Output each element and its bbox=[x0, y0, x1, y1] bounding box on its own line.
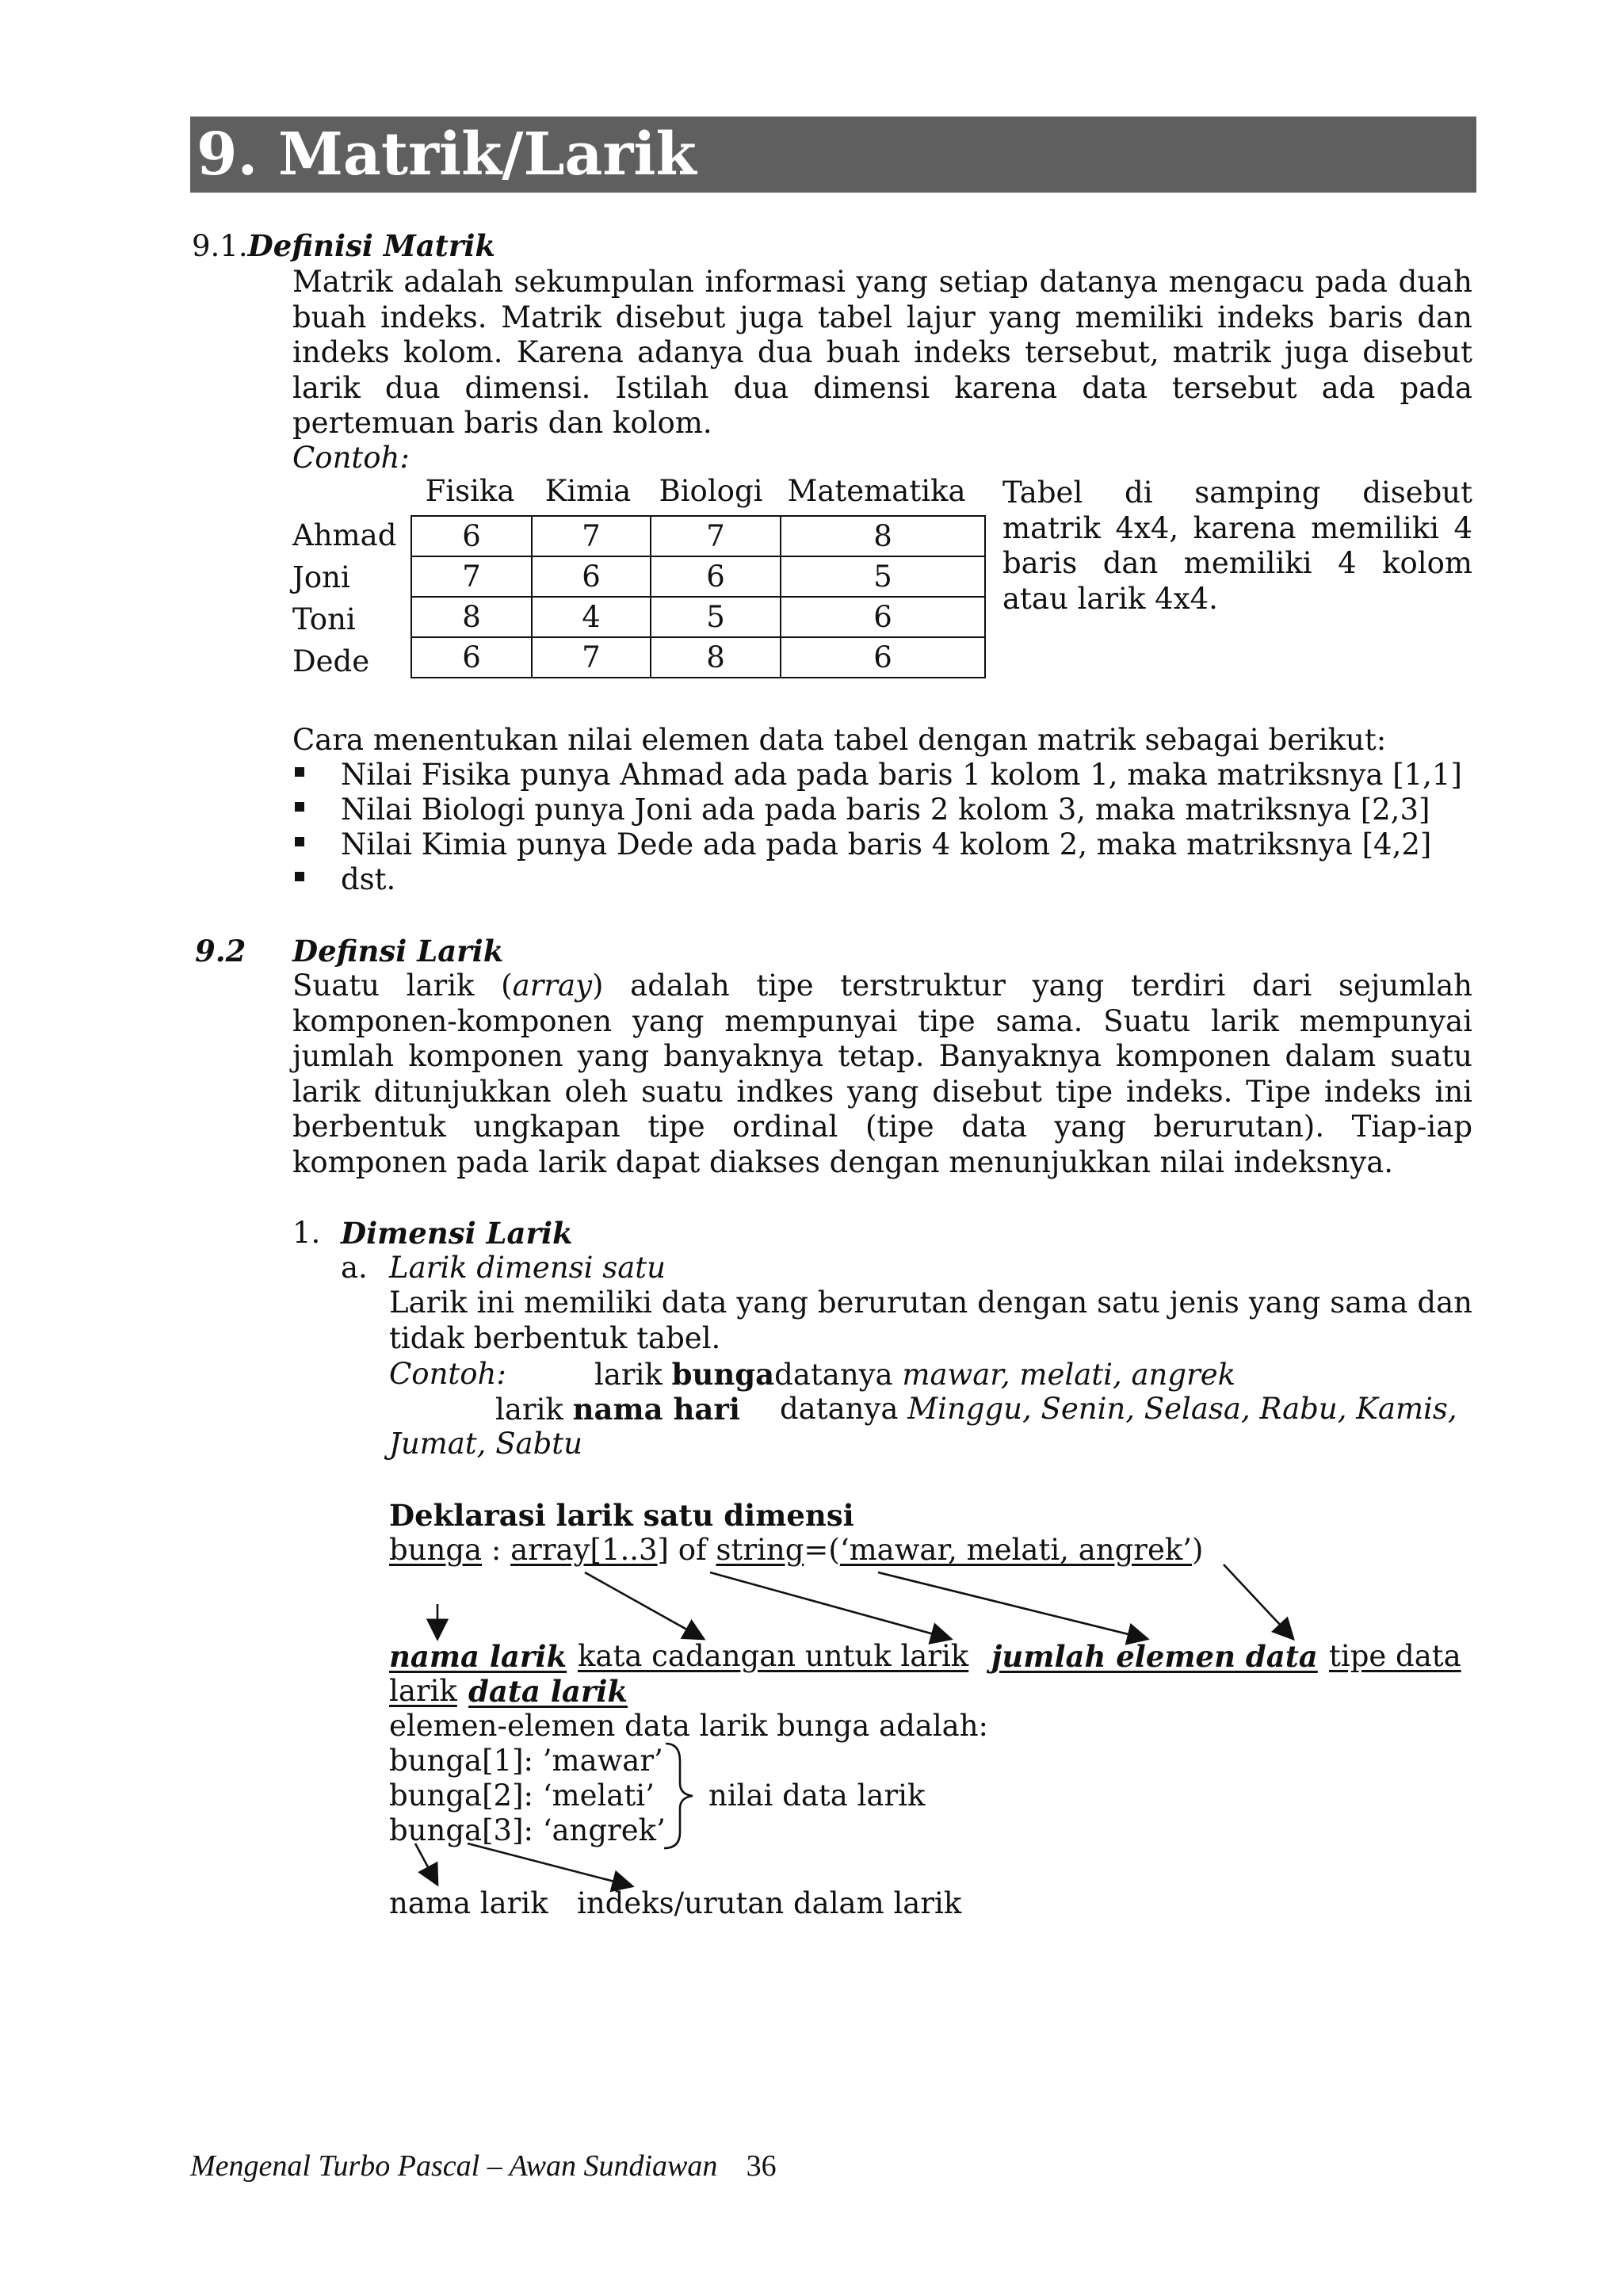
decl-name: bunga bbox=[389, 1533, 483, 1567]
table-cell: 4 bbox=[532, 597, 651, 637]
declaration-heading: Deklarasi larik satu dimensi bbox=[389, 1498, 854, 1533]
page-footer bbox=[190, 2148, 777, 2183]
page-number: 36 bbox=[746, 2149, 777, 2183]
footer-text: Mengenal Turbo Pascal – Awan Sundiawan bbox=[190, 2149, 718, 2183]
row-header-joni: Joni bbox=[292, 560, 350, 594]
table-cell: 6 bbox=[411, 516, 532, 556]
table-cell: 7 bbox=[532, 637, 651, 678]
label-larik: larik bbox=[389, 1674, 457, 1708]
section-number-9-2: 9.2 bbox=[195, 934, 246, 968]
section-title-9-2: Definsi Larik bbox=[292, 934, 504, 968]
decl-values: ‘mawar, melati, angrek’ bbox=[839, 1533, 1193, 1567]
curly-brace-icon bbox=[664, 1744, 693, 1848]
table-cell: 7 bbox=[411, 556, 532, 597]
element-item: bunga[2]: ‘melati’ bbox=[389, 1778, 655, 1813]
side-note-line: matrik 4x4, karena memiliki 4 bbox=[1002, 510, 1472, 545]
element-item: bunga[1]: ’mawar’ bbox=[389, 1744, 663, 1778]
arrow-to-kata-cadangan bbox=[585, 1572, 704, 1639]
label-data-larik: data larik bbox=[468, 1674, 628, 1709]
table-cell: 5 bbox=[651, 597, 781, 637]
bullet-item: dst. bbox=[341, 862, 396, 896]
chapter-title: 9. Matrik/Larik bbox=[197, 120, 697, 189]
arrow-to-bottom-nama-larik bbox=[415, 1843, 437, 1885]
example-label: Contoh: bbox=[389, 1357, 506, 1391]
bullet-item: Nilai Biologi punya Joni ada pada baris 2 kolom 3, maka matriksnya [2,3] bbox=[341, 793, 1430, 827]
column-header-fisika: Fisika bbox=[425, 474, 515, 508]
label-tipe-data: tipe data bbox=[1329, 1639, 1461, 1673]
example-continuation: Jumat, Sabtu bbox=[389, 1427, 582, 1461]
side-note-line: atau larik 4x4. bbox=[1002, 581, 1218, 616]
table-cell: 6 bbox=[411, 637, 532, 678]
brace-label: nilai data larik bbox=[708, 1778, 926, 1813]
decl-type: string bbox=[716, 1533, 804, 1567]
table-cell: 5 bbox=[781, 556, 985, 597]
decl-equals: =( bbox=[804, 1533, 840, 1567]
paragraph-line: berbentuk ungkapan tipe ordinal (tipe data yang berurutan). Tiap-iap bbox=[292, 1110, 1472, 1144]
table-cell: 8 bbox=[651, 637, 781, 678]
side-note-line: baris dan memiliki 4 kolom bbox=[1002, 546, 1472, 581]
decl-close: ) bbox=[1192, 1533, 1204, 1567]
text-fragment: datanya bbox=[774, 1358, 903, 1392]
arrow-to-tipe-data bbox=[1224, 1564, 1293, 1639]
sub-title: Larik dimensi satu bbox=[389, 1251, 666, 1285]
arrow-to-bottom-indeks bbox=[468, 1843, 632, 1886]
text-fragment: bunga bbox=[671, 1357, 775, 1392]
table-cell: 8 bbox=[411, 597, 532, 637]
paragraph-line: buah indeks. Matrik disebut juga tabel lajur yang memiliki indeks baris dan bbox=[292, 300, 1472, 334]
section-number: 9.1. bbox=[192, 229, 248, 263]
column-header-matematika: Matematika bbox=[787, 474, 966, 508]
text-fragment: ) adalah tipe terstruktur yang terdiri dari sejumlah bbox=[592, 968, 1472, 1003]
decl-of: of bbox=[668, 1533, 716, 1567]
paragraph-line: Matrik adalah sekumpulan informasi yang setiap datanya mengacu pada duah bbox=[292, 265, 1472, 299]
text-fragment: larik bbox=[495, 1392, 573, 1427]
decl-array-keyword: array bbox=[510, 1533, 590, 1567]
paragraph-line: komponen-komponen yang mempunyai tipe sama. Suatu larik mempunyai bbox=[292, 1003, 1472, 1038]
label-nama-larik: nama larik bbox=[389, 1639, 567, 1674]
decl-colon: : bbox=[482, 1533, 511, 1567]
method-intro: Cara menentukan nilai elemen data tabel dengan matrik sebagai berikut: bbox=[292, 723, 1387, 757]
bullet-item: Nilai Kimia punya Dede ada pada baris 4 kolom 2, maka matriksnya [4,2] bbox=[341, 827, 1432, 861]
table-cell: 6 bbox=[532, 556, 651, 597]
bottom-label-nama-larik: nama larik bbox=[389, 1886, 548, 1920]
paragraph-line: tidak berbentuk tabel. bbox=[389, 1320, 721, 1355]
paragraph-line: komponen pada larik dapat diakses dengan menunjukkan nilai indeksnya. bbox=[292, 1144, 1394, 1179]
paragraph-line: larik ditunjukkan oleh suatu indkes yang disebut tipe indeks. Tipe indeks ini bbox=[292, 1074, 1472, 1109]
text-fragment: mawar, melati, angrek bbox=[902, 1358, 1236, 1392]
decl-bracket: [ bbox=[590, 1533, 601, 1567]
elements-intro: elemen-elemen data larik bunga adalah: bbox=[389, 1709, 989, 1743]
column-header-kimia: Kimia bbox=[544, 474, 632, 508]
table-cell: 6 bbox=[781, 597, 985, 637]
text-fragment: array bbox=[512, 968, 593, 1003]
paragraph-line: Larik ini memiliki data yang berurutan dengan satu jenis yang sama dan bbox=[389, 1286, 1472, 1320]
element-item: bunga[3]: ‘angrek’ bbox=[389, 1813, 666, 1847]
decl-bracket: ] bbox=[657, 1533, 669, 1567]
label-jumlah-elemen: jumlah elemen data bbox=[991, 1639, 1318, 1674]
decl-range: 1..3 bbox=[601, 1533, 658, 1567]
bullet-item: Nilai Fisika punya Ahmad ada pada baris 1 kolom 1, maka matriksnya [1,1] bbox=[341, 758, 1462, 792]
table-cell: 8 bbox=[781, 516, 985, 556]
paragraph-line: indeks kolom. Karena adanya dua buah indeks tersebut, matrik juga disebut bbox=[292, 335, 1472, 370]
row-header-dede: Dede bbox=[292, 644, 370, 678]
dimensi-larik-title: Dimensi Larik bbox=[341, 1216, 573, 1251]
row-header-ahmad: Ahmad bbox=[292, 518, 397, 552]
text-fragment: Suatu larik ( bbox=[292, 968, 513, 1003]
row-header-toni: Toni bbox=[292, 602, 356, 636]
text-fragment: nama hari bbox=[572, 1392, 740, 1427]
table-cell: 6 bbox=[651, 556, 781, 597]
column-header-biologi: Biologi bbox=[659, 474, 763, 508]
paragraph-line: jumlah komponen yang banyaknya tetap. Banyaknya komponen dalam suatu bbox=[292, 1039, 1472, 1074]
list-number: 1. bbox=[292, 1216, 321, 1250]
text-fragment: larik bbox=[594, 1358, 672, 1392]
text-fragment: Minggu, Senin, Selasa, Rabu, Kamis, bbox=[907, 1392, 1457, 1426]
bottom-label-indeks: indeks/urutan dalam larik bbox=[577, 1886, 962, 1920]
paragraph-line: pertemuan baris dan kolom. bbox=[292, 406, 712, 441]
paragraph-line: larik dua dimensi. Istilah dua dimensi karena data tersebut ada pada bbox=[292, 370, 1472, 405]
example-label: Contoh: bbox=[292, 441, 410, 475]
table-cell: 7 bbox=[651, 516, 781, 556]
table-cell: 6 bbox=[781, 637, 985, 678]
label-kata-cadangan: kata cadangan untuk larik bbox=[578, 1639, 969, 1673]
table-cell: 7 bbox=[532, 516, 651, 556]
text-fragment: datanya bbox=[780, 1392, 908, 1426]
side-note-line: Tabel di samping disebut bbox=[1002, 476, 1472, 510]
section-title: Definisi Matrik bbox=[247, 228, 496, 263]
sub-letter: a. bbox=[341, 1251, 368, 1285]
